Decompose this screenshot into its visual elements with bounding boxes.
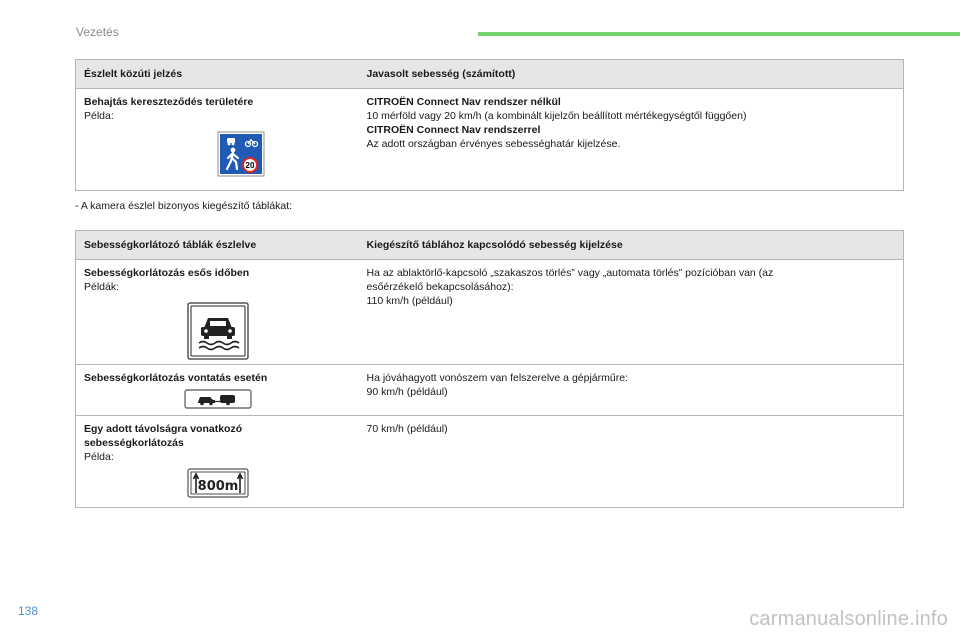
sign-value-text: 800m [197,479,239,494]
row-text: 70 km/h (például) [366,423,448,435]
row-subtitle: CITROËN Connect Nav rendszer nélkül [366,96,561,108]
row-text: Az adott országban érvényes sebességhatár kijelzése. [366,138,621,150]
table-cell [76,365,359,416]
table-row [76,365,904,416]
table-cell [76,416,359,508]
table-row [76,260,904,365]
towing-trailer-sign-icon [184,389,252,409]
row-title: sebességkorlátozás [84,437,184,449]
row-text: 90 km/h (például) [366,386,448,398]
table-cell [359,89,904,191]
row-title: Sebességkorlátozás vontatás esetén [84,372,268,384]
table-row [76,89,904,191]
row-text: 10 mérföld vagy 20 km/h (a kombinált kijelzőn beállított mértékegységtől függően) [366,110,747,122]
row-title: Behajtás kereszteződés területére [84,96,254,108]
bullet-text: - A kamera észlel bizonyos kiegészítő táblákat: [75,200,293,212]
column-header-detected-plates: Sebességkorlátozó táblák észlelve [76,231,359,260]
distance-800m-sign-icon [187,468,249,498]
example-label: Példák: [84,281,120,293]
watermark-text: carmanualsonline.info [749,608,948,630]
example-label: Példa: [84,110,114,122]
column-header-speed-display: Kiegészítő táblához kapcsolódó sebesség kijelzése [359,231,904,260]
table-cell [76,89,359,191]
table-row [76,416,904,508]
column-header-recommended-speed: Javasolt sebesség (számított) [359,60,904,89]
table-cell [359,365,904,416]
row-title: Sebességkorlátozás esős időben [84,267,250,279]
rain-car-sign-icon [187,302,249,360]
header-accent-bar [478,32,960,36]
row-text: esőérzékelő bekapcsolásához): [366,281,514,293]
column-header-detected-sign: Észlelt közúti jelzés [76,60,359,89]
table-cell [359,416,904,508]
table-cell [76,260,359,365]
row-title: Egy adott távolságra vonatkozó [84,423,243,435]
supplementary-sign-table [75,230,904,508]
pedestrian-zone-20-sign-icon [217,131,265,177]
sign-value-text: 20 [245,161,255,170]
page-number: 138 [18,604,39,618]
row-subtitle: CITROËN Connect Nav rendszerrel [366,124,541,136]
example-label: Példa: [84,451,114,463]
speed-sign-table [75,59,904,191]
section-title: Vezetés [76,25,119,39]
row-text: 110 km/h (például) [366,295,453,307]
table-cell [359,260,904,365]
row-text: Ha jóváhagyott vonószem van felszerelve a gépjárműre: [366,372,628,384]
row-text: Ha az ablaktörlő-kapcsoló „szakaszos törlés” vagy „automata törlés” pozícióban van (az [366,267,774,279]
